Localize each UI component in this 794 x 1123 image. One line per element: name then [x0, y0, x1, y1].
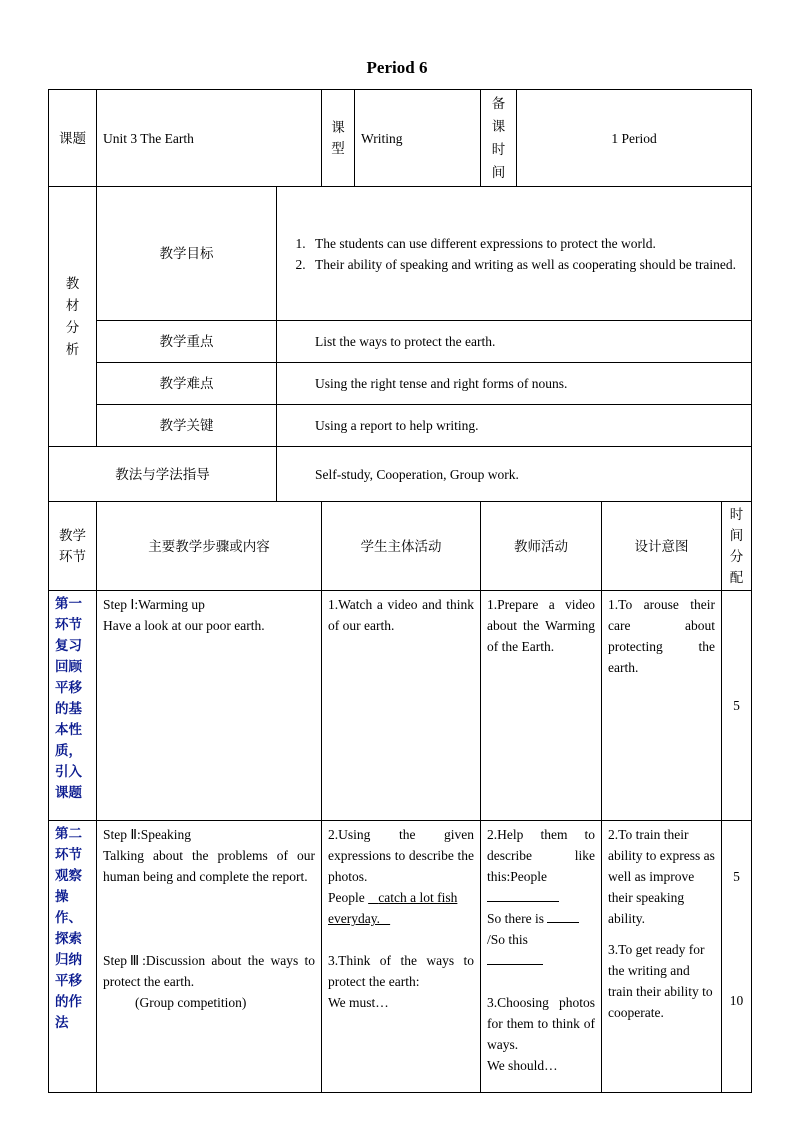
topic-value: Unit 3 The Earth	[97, 90, 322, 187]
stage-2-time	[722, 821, 752, 1093]
stage-1-time: 5	[722, 591, 752, 821]
key-point-value: List the ways to protect the earth.	[277, 321, 752, 363]
student-header: 学生主体活动	[322, 502, 481, 591]
teacher-3-example: We should…	[487, 1058, 558, 1073]
goals-label: 教学目标	[97, 187, 277, 321]
teacher-2-so-this: /So this	[487, 932, 528, 947]
step-2-body: Talking about the problems of our human being and complete the report.	[103, 848, 316, 884]
stage-1-student: 1.Watch a video and think of our earth.	[322, 591, 481, 821]
difficulty-value: Using the right tense and right forms of nouns.	[277, 363, 752, 405]
teacher-2-blank-2	[487, 950, 595, 971]
content-header: 主要教学步骤或内容	[97, 502, 322, 591]
prep-label-chars: 备课时间	[491, 96, 506, 180]
analysis-row-difficulty	[49, 363, 752, 405]
student-3-example: We must…	[328, 995, 389, 1010]
goals-value	[277, 187, 752, 321]
analysis-label	[49, 187, 97, 447]
intent-3-text: 3.To get ready for the writing and train their ability to cooperate.	[608, 942, 713, 1020]
stage-1-intent: 1.To arouse their care about protecting the earth.	[602, 591, 722, 821]
type-label-char: 课型	[331, 120, 345, 156]
analysis-row-goals	[49, 187, 752, 321]
stage-1-name	[49, 591, 97, 821]
key-link-label: 教学关键	[97, 405, 277, 447]
page-title: Period 6	[366, 58, 428, 77]
method-value: Self-study, Cooperation, Group work.	[277, 447, 752, 502]
stage-2-name-text: 第二环节观察操作、探索归纳平移的作法	[55, 826, 82, 1030]
teacher-2-blank-1	[487, 887, 595, 908]
time-2-value: 5	[733, 869, 740, 884]
teacher-2-line-2	[487, 908, 595, 929]
intent-2-text: 2.To train their ability to express as well as improve their speaking ability.	[608, 827, 715, 926]
analysis-row-keylink	[49, 405, 752, 447]
intent-header: 设计意图	[602, 502, 722, 591]
prep-value: 1 Period	[517, 90, 752, 187]
step-1-title: Step Ⅰ:Warming up	[103, 597, 205, 612]
step-2-title: Step Ⅱ:Speaking	[103, 827, 192, 842]
student-2-fill-text: catch a lot fish everyday.	[328, 890, 458, 926]
step-3-note: (Group competition)	[135, 995, 247, 1010]
header-row	[49, 90, 752, 187]
student-2-subject: People	[328, 890, 365, 905]
step-1-body: Have a look at our poor earth.	[103, 618, 265, 633]
goal-item: 2. Their ability of speaking and writing as well as cooperating should be trained.	[309, 254, 741, 275]
type-value: Writing	[355, 90, 481, 187]
stage-1-content	[97, 591, 322, 821]
goal-item: 1. The students can use different expressions to protect the world.	[309, 233, 741, 254]
type-label	[322, 90, 355, 187]
stage-header-text: 教学环节	[59, 528, 86, 564]
teacher-2-so-there: So there is	[487, 911, 545, 926]
stage-2-content	[97, 821, 322, 1093]
student-2-text: 2.Using the given expressions to describe the photos.	[328, 827, 475, 884]
topic-label: 课题	[49, 90, 97, 187]
stage-1-teacher: 1.Prepare a video about the Warming of the Earth.	[481, 591, 602, 821]
method-row	[49, 447, 752, 502]
stage-1-name-text: 第一环节复习回顾平移的基本性质，引入课题	[55, 596, 82, 800]
teacher-2-text: 2.Help them to describe like this:People	[487, 827, 596, 884]
student-3-text: 3.Think of the ways to protect the earth:	[328, 953, 475, 989]
goals-list	[283, 233, 741, 275]
time-3-value: 10	[729, 993, 744, 1008]
step-3-title: StepⅢ:Discussion about the ways to protect the earth.	[103, 953, 316, 989]
stage-2-name	[49, 821, 97, 1093]
process-header-row	[49, 502, 752, 591]
time-header	[722, 502, 752, 591]
stage-1-row	[49, 591, 752, 821]
difficulty-label: 教学难点	[97, 363, 277, 405]
stage-2-student	[322, 821, 481, 1093]
stage-header	[49, 502, 97, 591]
lesson-plan-table	[48, 89, 752, 1093]
stage-2-row	[49, 821, 752, 1093]
student-2-example	[328, 887, 474, 929]
prep-label	[481, 90, 517, 187]
time-header-text: 时间分配	[729, 507, 744, 585]
stage-2-teacher	[481, 821, 602, 1093]
teacher-3-text: 3.Choosing photos for them to think of ways.	[487, 995, 596, 1052]
method-label: 教法与学法指导	[49, 447, 277, 502]
stage-2-intent	[602, 821, 722, 1093]
teacher-header: 教师活动	[481, 502, 602, 591]
analysis-row-key	[49, 321, 752, 363]
analysis-label-chars: 教材分析	[65, 275, 80, 357]
key-link-value: Using a report to help writing.	[277, 405, 752, 447]
key-point-label: 教学重点	[97, 321, 277, 363]
